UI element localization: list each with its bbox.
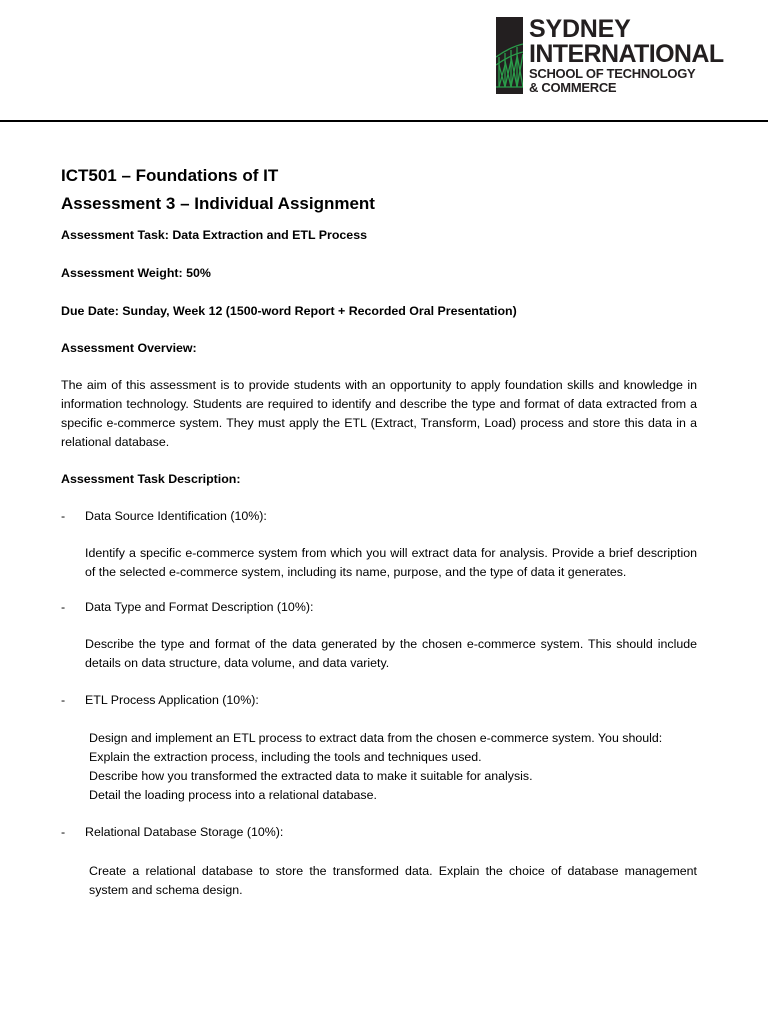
- task-item-heading: [61, 823, 697, 842]
- task-item-heading: [61, 507, 697, 526]
- overview-heading: Assessment Overview:: [61, 341, 197, 355]
- assessment-weight: Assessment Weight: 50%: [61, 266, 211, 280]
- logo-line-international: INTERNATIONAL: [529, 40, 724, 68]
- task-item-heading: [61, 691, 697, 710]
- logo-line-commerce: & COMMERCE: [529, 80, 617, 95]
- assessment-title: Assessment 3 – Individual Assignment: [61, 194, 375, 213]
- list-dash: -: [61, 509, 66, 523]
- etl-line-4: Detail the loading process into a relational database.: [89, 788, 377, 802]
- bridge-logo-icon: [496, 17, 523, 94]
- list-dash: -: [61, 825, 66, 839]
- task-item-heading: [61, 598, 697, 617]
- logo-line-school: SCHOOL OF TECHNOLOGY: [529, 66, 696, 81]
- course-title: ICT501 – Foundations of IT: [61, 166, 279, 185]
- item-body-database: Create a relational database to store the transformed data. Explain the choice of database management system and schema design.: [89, 864, 697, 897]
- item-heading-database: Relational Database Storage (10%):: [85, 825, 284, 839]
- due-date: Due Date: Sunday, Week 12 (1500-word Report + Recorded Oral Presentation): [61, 304, 517, 318]
- overview-text: The aim of this assessment is to provide students with an opportunity to apply foundation skills and knowledge in information technology. Students are required to identify and describe the type and format of data extracted from a specific e-commerce system. They must apply the ETL (Extract, Transform, Load) process and store this data in a relational database.: [61, 378, 697, 449]
- page-header: [0, 0, 768, 122]
- description-heading: Assessment Task Description:: [61, 472, 241, 486]
- item-heading-etl: ETL Process Application (10%):: [85, 693, 259, 707]
- etl-line-3: Describe how you transformed the extracted data to make it suitable for analysis.: [89, 769, 533, 783]
- etl-line-1: Design and implement an ETL process to extract data from the chosen e-commerce system. You should:: [89, 731, 663, 745]
- document-body: [61, 162, 697, 900]
- assessment-task: Assessment Task: Data Extraction and ETL Process: [61, 228, 367, 242]
- list-dash: -: [61, 600, 66, 614]
- school-logo: [496, 17, 724, 94]
- item-heading-data-source: Data Source Identification (10%):: [85, 509, 267, 523]
- header-divider: [0, 120, 768, 122]
- etl-line-2: Explain the extraction process, including the tools and techniques used.: [89, 750, 482, 764]
- logo-line-sydney: SYDNEY: [529, 15, 631, 43]
- item-body-data-source: Identify a specific e-commerce system from which you will extract data for analysis. Provide a brief description of the selected e-commerce system, including its name, purpose, and the type of data it generates.: [85, 546, 697, 579]
- logo-wordmark: [529, 17, 724, 94]
- list-dash: -: [61, 693, 66, 707]
- item-heading-data-type: Data Type and Format Description (10%):: [85, 600, 314, 614]
- item-body-data-type: Describe the type and format of the data generated by the chosen e-commerce system. This should include details on data structure, data volume, and data variety.: [85, 637, 697, 670]
